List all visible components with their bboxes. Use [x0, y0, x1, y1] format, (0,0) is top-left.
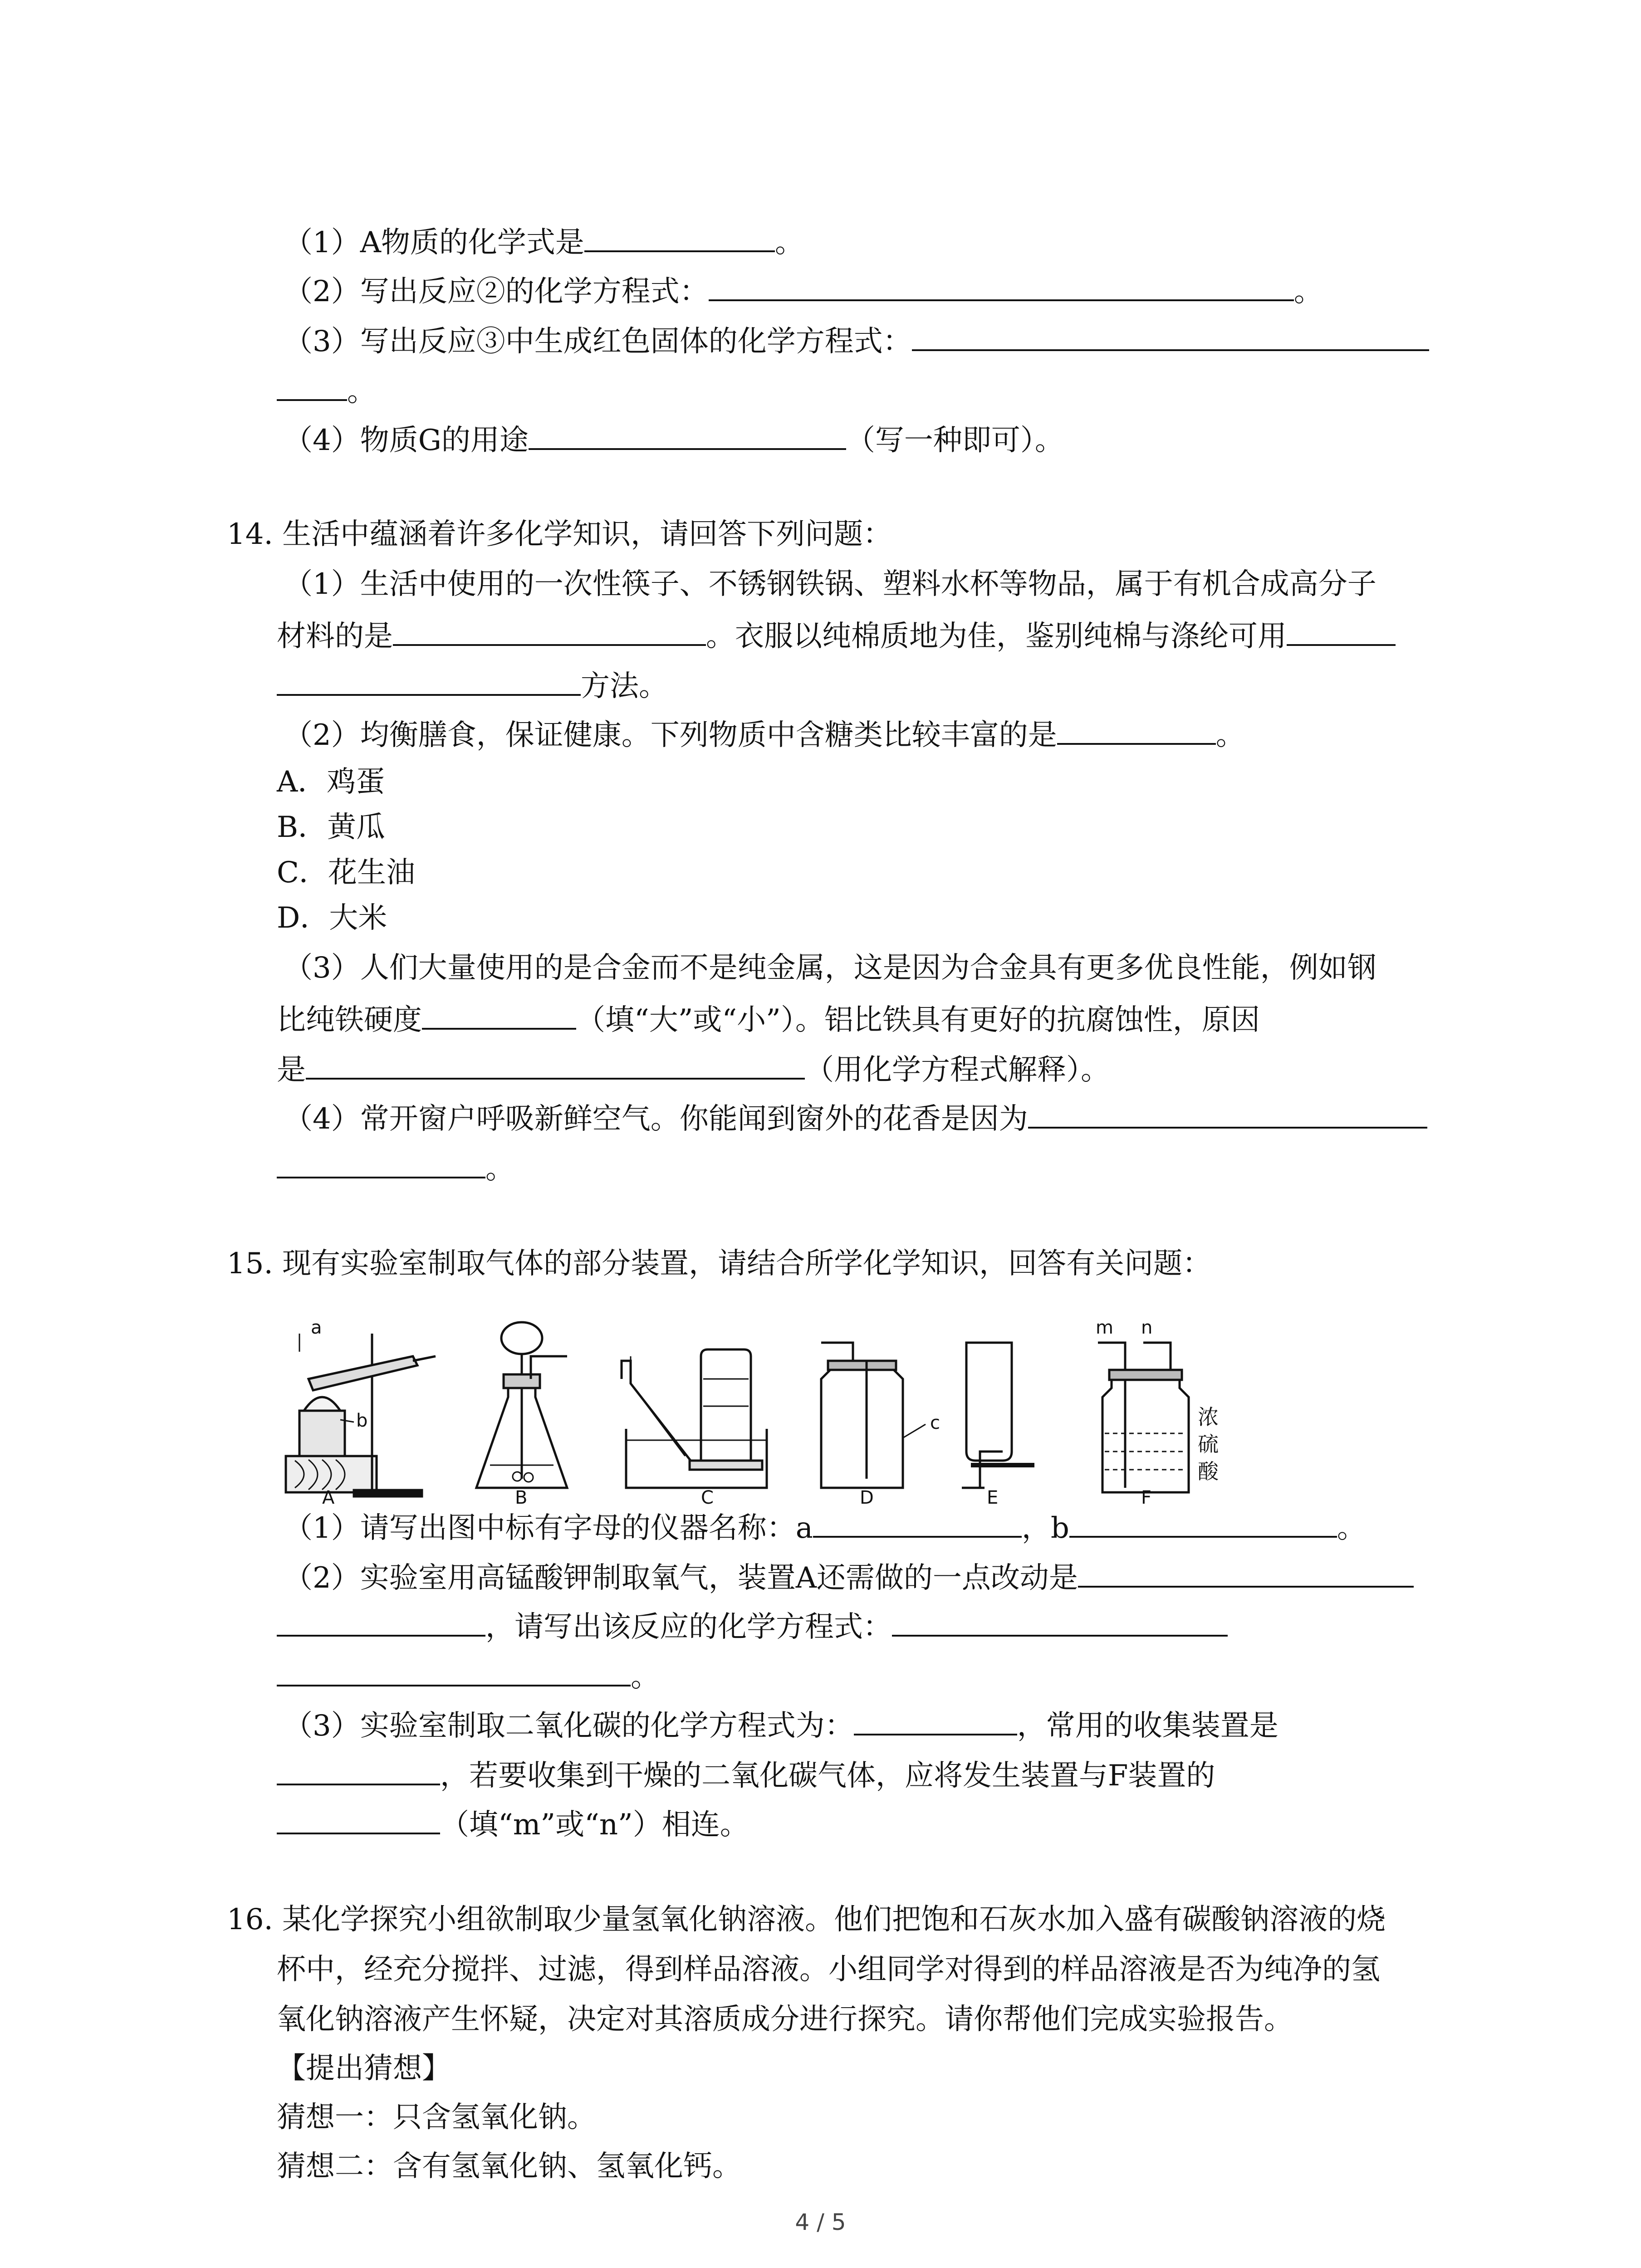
answer-blank[interactable]	[709, 268, 1294, 301]
q14-p4-line2	[277, 1145, 514, 1191]
q14-p2-text: （2）均衡膳食，保证健康。下列物质中含糖类比较丰富的是	[284, 719, 1057, 752]
q15-p3-line2	[277, 1752, 1215, 1798]
q15-p2-line3	[277, 1653, 660, 1699]
q15-p2-line1	[284, 1554, 1414, 1600]
q15-p3-line1	[284, 1702, 1279, 1748]
q14-option-c: C．花生油	[277, 856, 415, 890]
label-nong: 浓	[1198, 1405, 1219, 1429]
q15-p3-text-d: （填“m”或“n”）相连。	[440, 1808, 749, 1842]
answer-blank[interactable]	[1078, 1554, 1414, 1588]
q14-p1-text-c: 。衣服以纯棉质地为佳，鉴别纯棉与涤纶可用	[706, 620, 1287, 653]
answer-blank[interactable]	[277, 367, 347, 401]
q14-option-d: D．大米	[277, 901, 387, 935]
answer-blank[interactable]	[813, 1504, 1022, 1538]
q16-hypothesis-2: 猜想二：含有氢氧化钠、氢氧化钙。	[277, 2150, 741, 2183]
label-liu: 硫	[1198, 1432, 1219, 1457]
q14-p3-text-c: （填“大”或“小”）。铝比铁具有更好的抗腐蚀性，原因	[576, 1003, 1260, 1037]
q15-p1-text: （1）请写出图中标有字母的仪器名称：a	[284, 1511, 813, 1545]
caption-b: B	[515, 1487, 528, 1506]
answer-blank[interactable]	[912, 318, 1429, 351]
q14-p3-line1: （3）人们大量使用的是合金而不是纯金属，这是因为合金具有更多优良性能，例如钢	[284, 951, 1376, 985]
q14-p2-end: 。	[1215, 719, 1245, 752]
q13-part1-text: （1）A物质的化学式是	[284, 226, 584, 259]
q13-part4-end: （写一种即可）。	[846, 424, 1064, 457]
caption-a: A	[322, 1487, 335, 1506]
q14-p3-text-e: （用化学方程式解释）。	[805, 1053, 1110, 1087]
q14-p4-line1	[284, 1095, 1427, 1141]
q16-line-3: 氧化钠溶液产生怀疑，决定对其溶质成分进行探究。请你帮他们完成实验报告。	[277, 2003, 1293, 2036]
q13-line-1	[284, 219, 804, 264]
label-m: m	[1096, 1317, 1113, 1338]
apparatus-d	[821, 1343, 926, 1488]
answer-blank[interactable]	[393, 612, 706, 646]
q16-line-1: 16. 某化学探究小组欲制取少量氢氧化钠溶液。他们把饱和石灰水加入盛有碳酸钠溶液的烧	[227, 1903, 1386, 1936]
q13-part4-text: （4）物质G的用途	[284, 424, 529, 457]
q14-p3-line2	[277, 996, 1260, 1042]
caption-f: F	[1141, 1487, 1152, 1506]
caption-e: E	[987, 1487, 999, 1506]
answer-blank[interactable]	[1287, 612, 1396, 646]
q14-p4-text: （4）常开窗户呼吸新鲜空气。你能闻到窗外的花香是因为	[284, 1102, 1028, 1136]
q15-p1-end: 。	[1337, 1511, 1366, 1545]
q15-p1-text-b: ，b	[1021, 1511, 1069, 1545]
lab-apparatus-figure	[277, 1315, 1438, 1506]
q14-p3-text-d: 是	[277, 1053, 306, 1087]
q14-p1-text-d: 方法。	[581, 670, 668, 703]
answer-blank[interactable]	[277, 1752, 440, 1785]
page-number: 4 / 5	[795, 2209, 846, 2235]
q15-p2-text: （2）实验室用高锰酸钾制取氧气，装置A还需做的一点改动是	[284, 1561, 1078, 1595]
answer-blank[interactable]	[529, 416, 846, 450]
q13-line-3b	[277, 367, 376, 413]
q14-title: 14. 生活中蕴涵着许多化学知识，请回答下列问题：	[227, 518, 892, 551]
answer-blank[interactable]	[277, 1801, 440, 1834]
q15-p3-text: （3）实验室制取二氧化碳的化学方程式为：	[284, 1709, 854, 1743]
label-n: n	[1141, 1317, 1153, 1338]
q15-p3-text-c: ，若要收集到干燥的二氧化碳气体，应将发生装置与F装置的	[440, 1759, 1215, 1793]
q15-p3-text-b: ，常用的收集装置是	[1017, 1709, 1279, 1743]
q14-p1-text-b: 材料的是	[277, 620, 393, 653]
q14-p4-end: 。	[485, 1152, 514, 1186]
q14-p2-line	[284, 711, 1245, 757]
q14-p3-text-b: 比纯铁硬度	[277, 1003, 422, 1037]
q13-line-3	[284, 318, 1429, 363]
answer-blank[interactable]	[892, 1603, 1228, 1637]
apparatus-c	[622, 1349, 767, 1488]
q13-part3-end: 。	[347, 375, 376, 408]
label-b: b	[356, 1410, 368, 1431]
q13-part1-end: 。	[774, 226, 804, 259]
answer-blank[interactable]	[277, 662, 581, 696]
label-suan: 酸	[1198, 1459, 1219, 1484]
answer-blank[interactable]	[1057, 711, 1216, 745]
apparatus-b	[476, 1322, 567, 1488]
q14-option-b: B．黄瓜	[277, 811, 386, 844]
q16-heading-hypothesis: 【提出猜想】	[277, 2052, 451, 2085]
q14-option-a: A．鸡蛋	[277, 765, 385, 799]
answer-blank[interactable]	[277, 1603, 485, 1637]
q13-part3-text: （3）写出反应③中生成红色固体的化学方程式：	[284, 325, 912, 358]
caption-c: C	[701, 1487, 714, 1506]
q15-p2-end: 。	[631, 1660, 660, 1694]
q14-p1-line3	[277, 662, 668, 708]
label-c: c	[930, 1413, 940, 1433]
q15-p1-line	[284, 1504, 1366, 1550]
apparatus-f	[1098, 1343, 1189, 1492]
q13-part2-text: （2）写出反应②的化学方程式：	[284, 275, 709, 308]
q14-p1-line1: （1）生活中使用的一次性筷子、不锈钢铁锅、塑料水杯等物品，属于有机合成高分子	[284, 567, 1376, 601]
answer-blank[interactable]	[306, 1046, 805, 1080]
q14-p1-line2	[277, 612, 1396, 658]
answer-blank[interactable]	[422, 996, 576, 1030]
q15-p3-line3	[277, 1801, 749, 1847]
answer-blank[interactable]	[1069, 1504, 1337, 1538]
answer-blank[interactable]	[1028, 1095, 1427, 1129]
q16-line-2: 杯中，经充分搅拌、过滤，得到样品溶液。小组同学对得到的样品溶液是否为纯净的氢	[277, 1953, 1380, 1986]
q16-hypothesis-1: 猜想一：只含氢氧化钠。	[277, 2101, 596, 2134]
q15-title: 15. 现有实验室制取气体的部分装置，请结合所学化学知识，回答有关问题：	[227, 1247, 1212, 1281]
apparatus-e	[962, 1343, 1034, 1488]
label-a: a	[311, 1317, 322, 1338]
answer-blank[interactable]	[584, 219, 775, 252]
q14-p3-line3	[277, 1046, 1110, 1092]
answer-blank[interactable]	[277, 1145, 485, 1178]
q13-line-4	[284, 416, 1064, 462]
caption-d: D	[860, 1487, 874, 1506]
answer-blank[interactable]	[854, 1702, 1017, 1735]
q13-part2-end: 。	[1293, 275, 1323, 308]
answer-blank[interactable]	[277, 1653, 631, 1686]
q15-p2-text-b: ，请写出该反应的化学方程式：	[485, 1610, 892, 1644]
q15-p2-line2	[277, 1603, 1228, 1649]
q13-line-2	[284, 268, 1323, 313]
